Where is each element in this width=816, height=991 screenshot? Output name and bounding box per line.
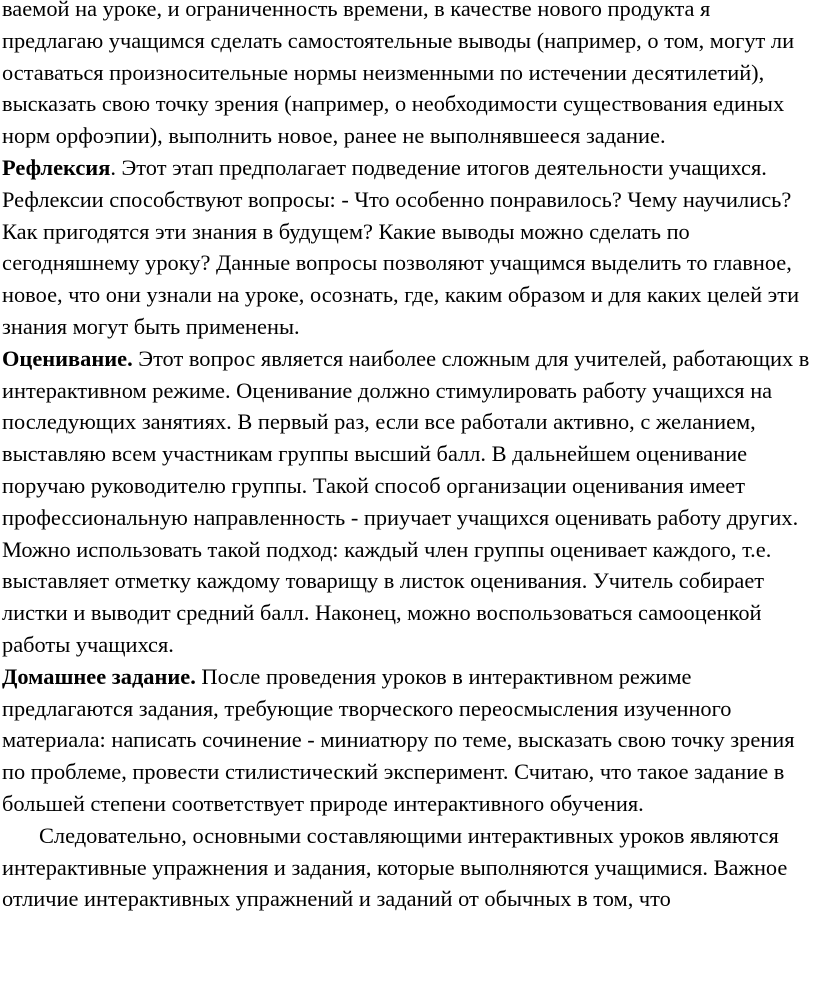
- paragraph-text: Этот вопрос является наиболее сложным для учителей, работающих в интерактивном режиме. Оценивание должно стимулировать работу учащихся на последующих занятиях. В первый раз, если все работали активно, с желанием, выставляю всем участникам группы высший балл. В дальнейшем оценивание поручаю руководителю группы. Такой способ организации оценивания имеет профессиональную направленность - приучает учащихся оценивать работу других. Можно использовать такой подход: каждый член группы оценивает каждого, т.е. выставляет отметку каждому товарищу в листок оценивания. Учитель собирает листки и выводит средний балл. Наконец, можно воспользоваться самооценкой работы учащихся.: [2, 345, 810, 657]
- paragraph-conclusion: [2, 820, 814, 915]
- section-heading-assessment: Оценивание.: [2, 345, 133, 371]
- document-page: [2, 0, 814, 915]
- paragraph-intro-continuation: [2, 0, 814, 152]
- paragraph-text: ваемой на уроке, и ограниченность времени, в качестве нового продукта я предлагаю учащимся сделать самостоятельные выводы (например, о том, могут ли оставаться произносительные нормы неизменными по истечении десятилетий), высказать свою точку зрения (например, о необходимости существования единых норм орфоэпии), выполнить новое, ранее не выполнявшееся задание.: [2, 0, 795, 149]
- section-heading-reflection: Рефлексия: [2, 154, 111, 180]
- paragraph-assessment: [2, 343, 814, 661]
- paragraph-text: После проведения уроков в интерактивном режиме предлагаются задания, требующие творческого переосмысления изученного материала: написать сочинение - миниатюру по теме, высказать свою точку зрения по проблеме, провести стилистический эксперимент. Считаю, что такое задание в большей степени соответствует природе интерактивного обучения.: [2, 663, 795, 816]
- paragraph-text: Следовательно, основными составляющими интерактивных уроков являются интерактивные упражнения и задания, которые выполняются учащимися. Важное отличие интерактивных упражнений и заданий от обычных в том, что: [2, 822, 788, 912]
- paragraph-text: . Этот этап предполагает подведение итогов деятельности учащихся. Рефлексии способствуют вопросы: - Что особенно понравилось? Чему научились? Как пригодятся эти знания в будущем? Какие выводы можно сделать по сегодняшнему уроку? Данные вопросы позволяют учащимся выделить то главное, новое, что они узнали на уроке, осознать, где, каким образом и для каких целей эти знания могут быть применены.: [2, 154, 800, 339]
- section-heading-homework: Домашнее задание.: [2, 663, 196, 689]
- paragraph-reflection: [2, 152, 814, 343]
- paragraph-homework: [2, 661, 814, 820]
